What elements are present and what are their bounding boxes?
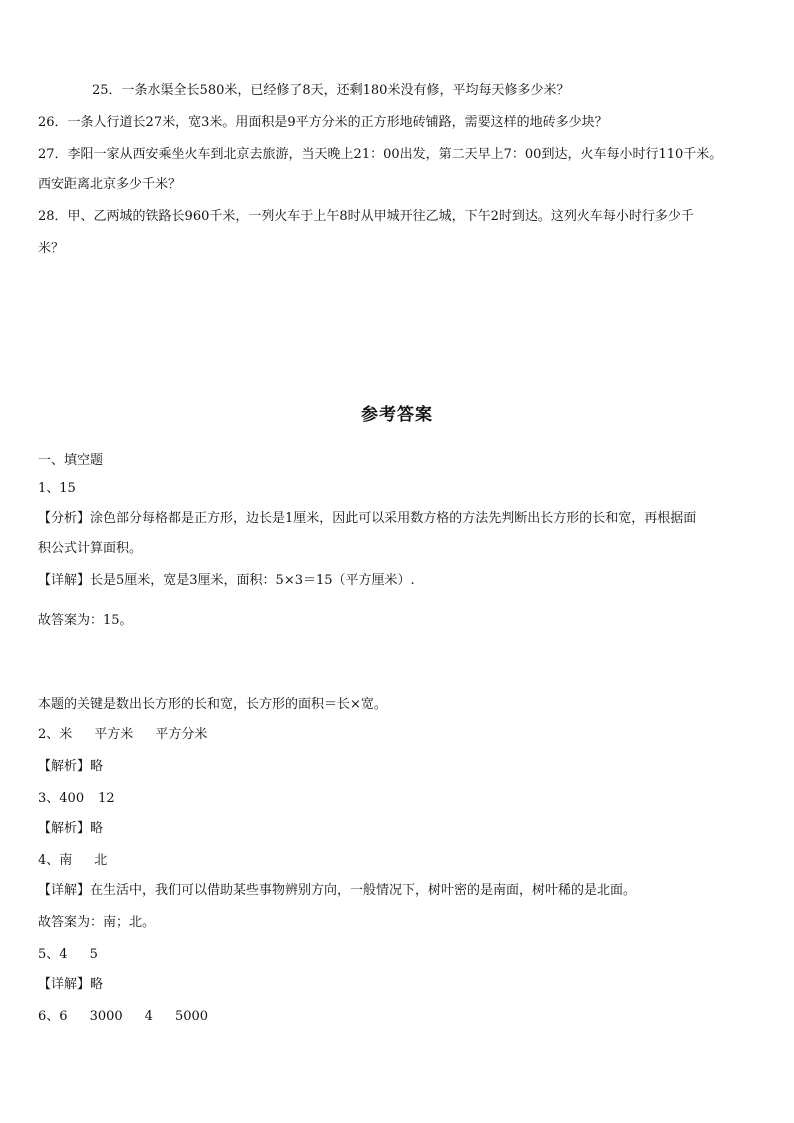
question-26: 26．一条人行道长27米，宽3米。用面积是9平方分米的正方形地砖铺路，需要这样的地砖多少块？ xyxy=(38,115,608,130)
answer-2-value-3: 平方分米 xyxy=(155,727,208,742)
answer-6-value-2: 3000 xyxy=(89,1009,123,1024)
answer-6-number: 6、 xyxy=(38,1009,60,1024)
answer-5 xyxy=(38,946,768,964)
section-heading-fill-blank: 一、填空题 xyxy=(38,453,104,468)
answer-2-value-2: 平方米 xyxy=(94,727,134,742)
answer-4 xyxy=(38,852,768,870)
answer-6 xyxy=(38,1008,768,1026)
answer-4-final: 故答案为：南；北。 xyxy=(38,915,156,930)
question-25: 25．一条水渠全长580米，已经修了8天，还剩180米没有修，平均每天修多少米？ xyxy=(92,83,570,98)
answer-4-detail: 【详解】在生活中，我们可以借助某些事物辨别方向，一般情况下，树叶密的是南面，树叶稀的是北面。 xyxy=(38,883,637,898)
answer-6-value-1: 6 xyxy=(59,1009,68,1024)
answer-5-number: 5、 xyxy=(38,947,60,962)
answer-3-explanation: 【解析】略 xyxy=(38,821,104,836)
answer-1-final: 故答案为：15。 xyxy=(38,613,133,628)
answer-3-number: 3、 xyxy=(38,791,60,806)
question-28-line1: 28．甲、乙两城的铁路长960千米，一列火车于上午8时从甲城开往乙城，下午2时到达。这列火车每小时行多少千 xyxy=(38,209,694,224)
answer-1-note: 本题的关键是数出长方形的长和宽，长方形的面积＝长×宽。 xyxy=(38,697,387,712)
answer-5-value-2: 5 xyxy=(89,947,98,962)
answer-1-analysis-line1: 【分析】涂色部分每格都是正方形，边长是1厘米，因此可以采用数方格的方法先判断出长方形的长和宽，再根据面 xyxy=(38,511,697,526)
answer-1-detail: 【详解】长是5厘米，宽是3厘米，面积：5×3＝15（平方厘米）. xyxy=(38,573,415,588)
answer-6-value-3: 4 xyxy=(144,1009,153,1024)
answer-1-number: 1、15 xyxy=(38,481,76,496)
answer-5-detail: 【详解】略 xyxy=(38,977,104,992)
answer-4-value-2: 北 xyxy=(94,853,108,868)
answer-2-number: 2、 xyxy=(38,727,60,742)
question-27-line1: 27．李阳一家从西安乘坐火车到北京去旅游，当天晚上21：00出发，第二天早上7：00到达，火车每小时行110千米。 xyxy=(38,147,723,162)
answer-3-value-1: 400 xyxy=(59,791,85,806)
answer-1-analysis-line2: 积公式计算面积。 xyxy=(38,541,143,556)
answer-2 xyxy=(38,726,768,744)
question-28-line2: 米？ xyxy=(38,241,65,256)
answer-2-explanation: 【解析】略 xyxy=(38,759,104,774)
answer-2-value-1: 米 xyxy=(59,727,73,742)
answer-5-value-1: 4 xyxy=(59,947,68,962)
answer-3-value-2: 12 xyxy=(98,791,115,806)
answer-4-value-1: 南 xyxy=(59,853,73,868)
question-27-line2: 西安距离北京多少千米？ xyxy=(38,177,182,192)
answer-3 xyxy=(38,790,768,808)
answer-4-number: 4、 xyxy=(38,853,60,868)
answers-title: 参考答案 xyxy=(361,405,433,425)
answer-6-value-4: 5000 xyxy=(174,1009,209,1024)
